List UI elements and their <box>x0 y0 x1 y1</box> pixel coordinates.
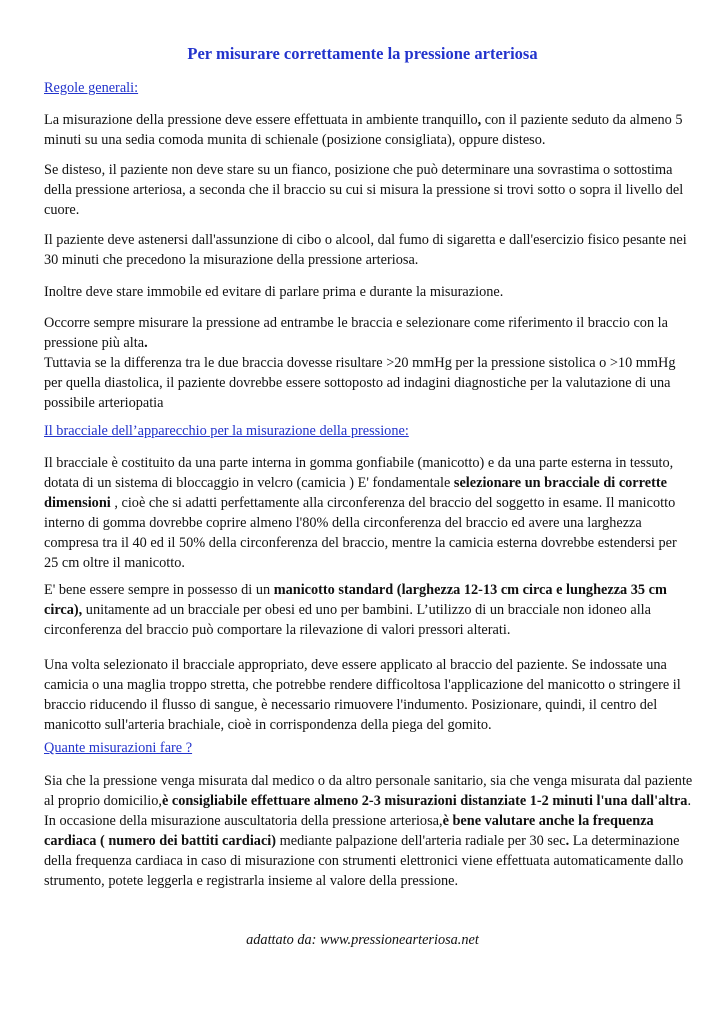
paragraph-text: unitamente ad un bracciale per obesi ed uno per bambini. L’utilizzo di un bracciale non idoneo alla circonferenza del braccio può comportare la rilevazione di valori pressori alterati. <box>44 602 651 638</box>
paragraph-bracciale-costituito <box>44 453 694 573</box>
paragraph-text: E' bene essere sempre in possesso di un <box>44 582 274 598</box>
section-link-regole-generali[interactable]: Regole generali: <box>44 80 139 96</box>
paragraph-immobile: Inoltre deve stare immobile ed evitare di parlare prima e durante la misurazione. <box>44 284 504 300</box>
paragraph-text: . In occasione della misurazione auscultatoria della pressione arteriosa, <box>44 793 692 829</box>
section-link-quante-misurazioni[interactable]: Quante misurazioni fare ? <box>44 740 193 756</box>
paragraph-astenersi: Il paziente deve astenersi dall'assunzione di cibo o alcool, dal fumo di sigaretta e dall'esercizio fisico pesante nei 30 minuti che precedono la misurazione della pressione arteriosa. <box>44 232 687 268</box>
paragraph-text: Occorre sempre misurare la pressione ad entrambe le braccia e selezionare come riferimento il braccio con la pressione più alta <box>44 315 668 351</box>
paragraph-text: La misurazione della pressione deve essere effettuata in ambiente tranquillo <box>44 112 478 128</box>
bold-text: . <box>565 833 570 849</box>
paragraph-braccia <box>44 313 694 413</box>
paragraph-applicazione: Una volta selezionato il bracciale appropriato, deve essere applicato al braccio del paziente. Se indossate una camicia o una maglia troppo stretta, che potrebbe rendere difficoltosa l'applicazione del manicotto o stringere il braccio riducendo il flusso di sangue, è necessario rimuovere l'indumento. Posizionare, quindi, il centro del manicotto sull'arteria brachiale, cioè in corrispondenza della piega del gomito. <box>44 657 681 733</box>
bold-text: manicotto standard (larghezza 12-13 cm circa e lunghezza 35 cm circa), <box>44 582 667 618</box>
bold-text: è bene valutare anche la frequenza cardiaca ( numero dei battiti cardiaci) <box>44 813 654 849</box>
paragraph-text: mediante palpazione dell'arteria radiale per 30 sec <box>276 833 566 849</box>
bold-text: , <box>477 112 482 128</box>
paragraph-manicotto-standard <box>44 580 694 640</box>
paragraph-disteso: Se disteso, il paziente non deve stare su un fianco, posizione che può determinare una sovrastima o sottostima della pressione arteriosa, a seconda che il braccio su cui si misura la pressione si trovi sotto o sopra il livello del cuore. <box>44 162 684 218</box>
paragraph-text: La determinazione della frequenza cardiaca in caso di misurazione con strumenti elettronici viene effettuata automaticamente dallo strumento, potete leggerla e registrarla insieme al valore della pressione. <box>44 833 684 889</box>
paragraph-text: Tuttavia se la differenza tra le due braccia dovesse risultare >20 mmHg per la pressione sistolica o >10 mmHg per quella diastolica, il paziente dovrebbe essere sottoposto ad indagini diagnostiche per la valutazione di una possibile arteriopatia <box>44 355 676 411</box>
paragraph-ambiente <box>44 110 694 150</box>
page-title: Per misurare correttamente la pressione arteriosa <box>187 44 538 63</box>
section-link-bracciale[interactable]: Il bracciale dell’apparecchio per la misurazione della pressione: <box>44 423 409 439</box>
bold-text: è consigliabile effettuare almeno 2-3 misurazioni distanziate 1-2 minuti l'una dall'altra <box>161 793 688 809</box>
bold-text: . <box>144 335 148 351</box>
paragraph-text: , cioè che si adatti perfettamente alla circonferenza del braccio del soggetto in esame. Il manicotto interno di gomma dovrebbe coprire almeno l'80% della circonferenza del braccio ed avere una larghezza compresa tra il 40 ed il 50% della circonferenza del braccio, mentre la camicia esterna dovrebbe estendersi per 25 cm oltre il manicotto. <box>44 495 677 571</box>
paragraph-text: Il bracciale è costituito da una parte interna in gomma gonfiabile (manicotto) e da una parte esterna in tessuto, dotata di un sistema di bloccaggio in velcro (camicia ) E' fondamentale <box>44 455 674 491</box>
paragraph-text: Sia che la pressione venga misurata dal medico o da altro personale sanitario, sia che venga misurata dal paziente al proprio domicilio, <box>44 773 693 809</box>
paragraph-misurazioni <box>44 771 694 891</box>
footer-source: adattato da: www.pressionearteriosa.net <box>246 932 479 948</box>
paragraph-text: con il paziente seduto da almeno 5 minuti su una sedia comoda munita di schienale (posizione consigliata), oppure disteso. <box>44 112 683 148</box>
bold-text: selezionare un bracciale di corrette dimensioni <box>44 475 667 511</box>
